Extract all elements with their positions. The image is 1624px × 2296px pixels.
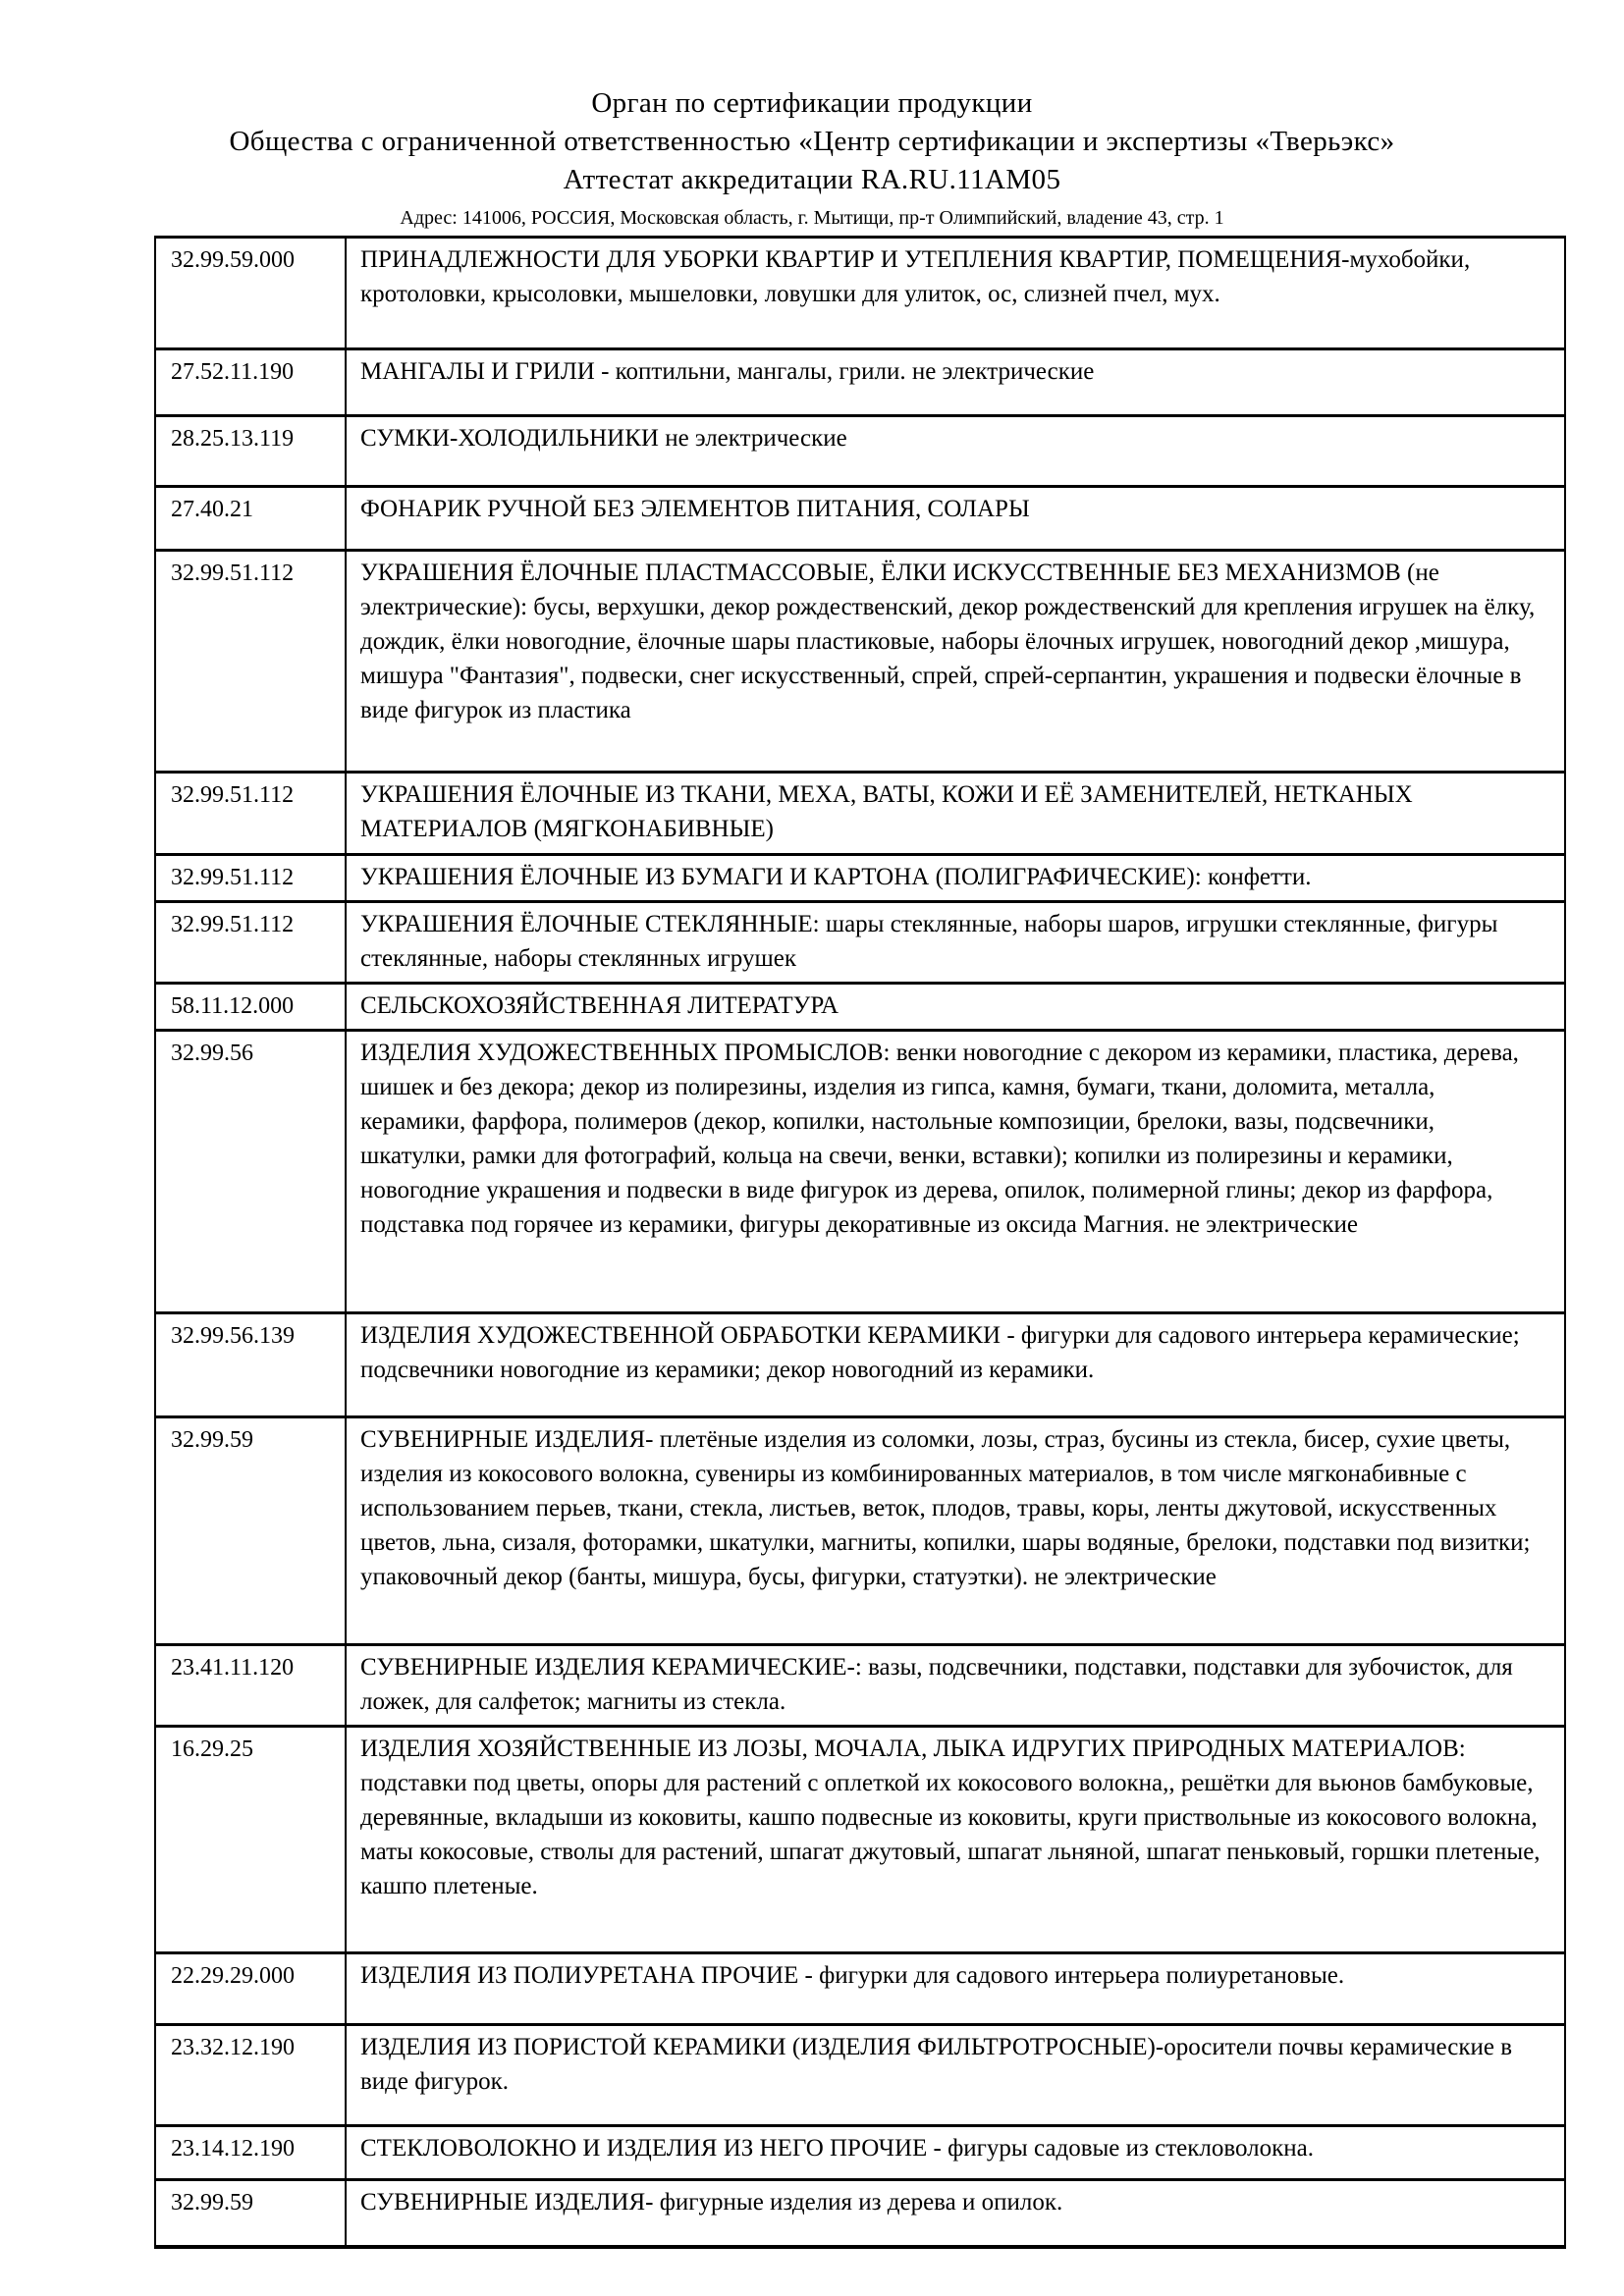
table-row xyxy=(156,1314,1564,1418)
table-row xyxy=(156,774,1564,856)
table-row xyxy=(156,1418,1564,1646)
header-accreditation-line: Аттестат аккредитации RA.RU.11АМ05 xyxy=(563,164,1061,195)
table-row xyxy=(156,552,1564,774)
table-row xyxy=(156,1032,1564,1314)
table-row xyxy=(156,417,1564,488)
product-code: 32.99.51.112 xyxy=(156,903,347,982)
table-row xyxy=(156,2127,1564,2181)
product-description: ИЗДЕЛИЯ ХУДОЖЕСТВЕННЫХ ПРОМЫСЛОВ: венки новогодние с декором из керамики, пластика, дерева, шишек и без декора; декор из полирезины, изделия из гипса, камня, бумаги, ткани, доломита, металла, керамики, фарфора, полимеров (декор, копилки, настольные композиции, брелоки, вазы, подсвечники, шкатулки, рамки для фотографий, кольца на свечи, венки, вставки); копилки из полирезины и керамики, новогодние украшения и подвески в виде фигурок из дерева, опилок, полимерной глины; декор из фарфора, подставка под горячее из керамики, фигуры декоративные из оксида Магния. не электрические xyxy=(360,1040,1519,1238)
table-row xyxy=(156,1728,1564,1954)
product-code: 23.14.12.190 xyxy=(156,2127,347,2178)
product-code: 27.40.21 xyxy=(156,488,347,549)
product-description: ИЗДЕЛИЯ ИЗ ПОЛИУРЕТАНА ПРОЧИЕ - фигурки для садового интерьера полиуретановые. xyxy=(360,1962,1345,1989)
product-description: СУВЕНИРНЫЕ ИЗДЕЛИЯ- плетёные изделия из соломки, лозы, страз, бусины из стекла, бисер, сухие цветы, изделия из кокосового волокна, сувениры из комбинированных материалов, в том числе мягконабивные с использованием перьев, ткани, стекла, листьев, веток, плодов, травы, коры, ленты джутовой, искусственных цветов, льна, сизаля, фоторамки, шкатулки, магниты, копилки, шары водяные, брелоки, подставки под визитки; упаковочный декор (банты, мишура, бусы, фигурки, статуэтки). не электрические xyxy=(360,1426,1531,1590)
table-row xyxy=(156,985,1564,1032)
header-company-line: Общества с ограниченной ответственностью «Центр сертификации и экспертизы «Тверьэкс» xyxy=(229,126,1395,157)
table-row xyxy=(156,2181,1564,2249)
products-table xyxy=(154,236,1566,2249)
product-code: 32.99.51.112 xyxy=(156,856,347,900)
product-description: УКРАШЕНИЯ ЁЛОЧНЫЕ ПЛАСТМАССОВЫЕ, ЁЛКИ ИСКУССТВЕННЫЕ БЕЗ МЕХАНИЗМОВ (не электрические): бусы, верхушки, декор рождественский, декор рождественский для крепления игрушек на ёлку, дождик, ёлки новогодние, ёлочные шары пластиковые, наборы ёлочных игрушек, новогодний декор ,мишура, мишура "Фантазия", подвески, снег искусственный, спрей, спрей-серпантин, украшения и подвески ёлочные в виде фигурок из пластика xyxy=(360,560,1536,723)
table-row xyxy=(156,350,1564,417)
product-code: 22.29.29.000 xyxy=(156,1954,347,2023)
table-row xyxy=(156,903,1564,985)
header-org-line: Орган по сертификации продукции xyxy=(591,87,1033,119)
product-code: 32.99.59 xyxy=(156,1418,347,1643)
product-description: УКРАШЕНИЯ ЁЛОЧНЫЕ ИЗ БУМАГИ И КАРТОНА (ПОЛИГРАФИЧЕСКИЕ): конфетти. xyxy=(360,864,1312,890)
product-description: ФОНАРИК РУЧНОЙ БЕЗ ЭЛЕМЕНТОВ ПИТАНИЯ, СОЛАРЫ xyxy=(360,496,1030,522)
document-header xyxy=(0,84,1624,231)
table-row xyxy=(156,2026,1564,2127)
table-row xyxy=(156,488,1564,552)
header-address-line: Адрес: 141006, РОССИЯ, Московская область, г. Мытищи, пр-т Олимпийский, владение 43, стр. 1 xyxy=(400,207,1224,229)
product-code: 32.99.59 xyxy=(156,2181,347,2245)
product-description: УКРАШЕНИЯ ЁЛОЧНЫЕ СТЕКЛЯННЫЕ: шары стеклянные, наборы шаров, игрушки стеклянные, фигуры стеклянные, наборы стеклянных игрушек xyxy=(360,911,1498,972)
product-code: 32.99.56 xyxy=(156,1032,347,1311)
product-code: 32.99.51.112 xyxy=(156,774,347,853)
product-description: УКРАШЕНИЯ ЁЛОЧНЫЕ ИЗ ТКАНИ, МЕХА, ВАТЫ, КОЖИ И ЕЁ ЗАМЕНИТЕЛЕЙ, НЕТКАНЫХ МАТЕРИАЛОВ (МЯГКОНАБИВНЫЕ) xyxy=(360,781,1413,842)
table-row xyxy=(156,1954,1564,2026)
product-description: СЕЛЬСКОХОЗЯЙСТВЕННАЯ ЛИТЕРАТУРА xyxy=(360,992,839,1019)
table-row xyxy=(156,239,1564,350)
product-code: 32.99.51.112 xyxy=(156,552,347,771)
product-code: 23.41.11.120 xyxy=(156,1646,347,1725)
table-row xyxy=(156,856,1564,903)
product-description: СУВЕНИРНЫЕ ИЗДЕЛИЯ КЕРАМИЧЕСКИЕ-: вазы, подсвечники, подставки, подставки для зубочисток, для ложек, для салфеток; магниты из стекла. xyxy=(360,1654,1513,1715)
product-description: ИЗДЕЛИЯ ИЗ ПОРИСТОЙ КЕРАМИКИ (ИЗДЕЛИЯ ФИЛЬТРОТРОСНЫЕ)-оросители почвы керамические в виде фигурок. xyxy=(360,2034,1513,2095)
product-description: ИЗДЕЛИЯ ХУДОЖЕСТВЕННОЙ ОБРАБОТКИ КЕРАМИКИ - фигурки для садового интерьера керамические; подсвечники новогодние из керамики; декор новогодний из керамики. xyxy=(360,1322,1520,1383)
product-description: ИЗДЕЛИЯ ХОЗЯЙСТВЕННЫЕ ИЗ ЛОЗЫ, МОЧАЛА, ЛЫКА ИДРУГИХ ПРИРОДНЫХ МАТЕРИАЛОВ: подставки под цветы, опоры для растений с оплеткой их кокосового волокна,, решётки для вьюнов бамбуковые, деревянные, вкладыши из коковиты, кашпо подвесные из коковиты, круги приствольные из кокосового волокна, маты кокосовые, стволы для растений, шпагат джутовый, шпагат льняной, шпагат пеньковый, горшки плетеные, кашпо плетеные. xyxy=(360,1735,1541,1899)
product-description: МАНГАЛЫ И ГРИЛИ - коптильни, мангалы, грили. не электрические xyxy=(360,358,1095,385)
product-code: 16.29.25 xyxy=(156,1728,347,1951)
product-description: ПРИНАДЛЕЖНОСТИ ДЛЯ УБОРКИ КВАРТИР И УТЕПЛЕНИЯ КВАРТИР, ПОМЕЩЕНИЯ-мухобойки, кротоловки, крысоловки, мышеловки, ловушки для улиток, ос, слизней пчел, мух. xyxy=(360,246,1471,307)
product-description: СУМКИ-ХОЛОДИЛЬНИКИ не электрические xyxy=(360,425,847,452)
table-row xyxy=(156,1646,1564,1728)
product-code: 23.32.12.190 xyxy=(156,2026,347,2124)
product-code: 32.99.56.139 xyxy=(156,1314,347,1415)
product-code: 28.25.13.119 xyxy=(156,417,347,485)
product-code: 27.52.11.190 xyxy=(156,350,347,414)
product-code: 32.99.59.000 xyxy=(156,239,347,347)
product-description: СТЕКЛОВОЛОКНО И ИЗДЕЛИЯ ИЗ НЕГО ПРОЧИЕ - фигуры садовые из стекловолокна. xyxy=(360,2135,1315,2162)
product-code: 58.11.12.000 xyxy=(156,985,347,1029)
product-description: СУВЕНИРНЫЕ ИЗДЕЛИЯ- фигурные изделия из дерева и опилок. xyxy=(360,2189,1063,2216)
